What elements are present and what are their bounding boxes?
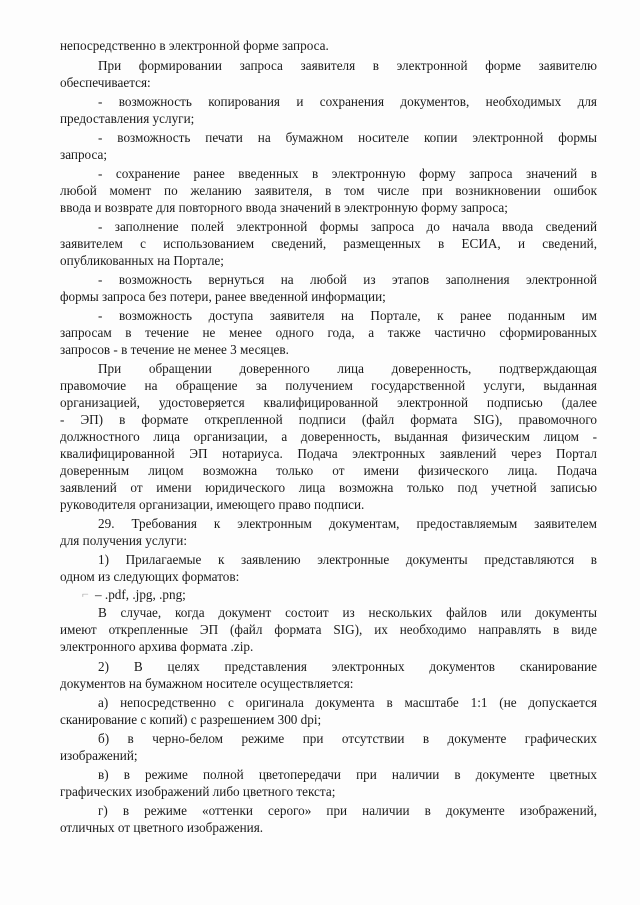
text-line: запроса; <box>60 147 107 162</box>
text-line: организацией, удостоверяется квалифицированной электронной подписью (далее <box>60 395 597 410</box>
text-line: изображений; <box>60 748 138 763</box>
text-line: – .pdf, .jpg, .png; <box>95 587 186 602</box>
text-line: одном из следующих форматов: <box>60 569 240 584</box>
text-line: - возможность печати на бумажном носителе копии электронной формы <box>98 130 597 145</box>
text-line: обеспечивается: <box>60 75 151 90</box>
text-line: непосредственно в электронной форме запроса. <box>60 38 329 53</box>
text-line: 1) Прилагаемые к заявлению электронные документы представляются в <box>98 552 597 567</box>
text-line: - ЭП) в формате открепленной подписи (файл формата SIG), правомочного <box>60 412 597 427</box>
text-line: электронного архива формата .zip. <box>60 639 254 654</box>
text-line: сканирование с копий) с разрешением 300 dpi; <box>60 712 322 727</box>
text-line: доверенным лицом возможна только от имени физического лица. Подача <box>60 463 597 478</box>
text-line: опубликованных на Портале; <box>60 253 224 268</box>
text-line: б) в черно-белом режиме при отсутствии в документе графических <box>98 731 597 746</box>
text-line: При обращении доверенного лица доверенность, подтверждающая <box>98 361 597 376</box>
text-line: в) в режиме полной цветопередачи при наличии в документе цветных <box>98 767 597 782</box>
text-line: для получения услуги: <box>60 533 188 548</box>
text-line: - возможность вернуться на любой из этапов заполнения электронной <box>98 272 597 287</box>
text-line: руководителя организации, имеющего право подписи. <box>60 497 365 512</box>
text-line: квалифицированной ЭП нотариуса. Подача электронных заявлений через Портал <box>60 446 597 461</box>
text-line: формы запроса без потери, ранее введенной информации; <box>60 289 386 304</box>
text-line: предоставления услуги; <box>60 111 195 126</box>
text-line: правомочие на обращение за получением государственной услуги, выданная <box>60 378 597 393</box>
text-line: ввода и возврате для повторного ввода значений в электронную форму запроса; <box>60 200 508 215</box>
text-line: должностного лица организации, а доверенность, выданная физическим лицом - <box>60 429 597 444</box>
text-line: - возможность копирования и сохранения документов, необходимых для <box>98 94 597 109</box>
text-line: имеют открепленные ЭП (файл формата SIG), их необходимо направлять в виде <box>60 622 597 637</box>
text-line: При формировании запроса заявителя в электронной форме заявителю <box>98 58 597 73</box>
text-line: В случае, когда документ состоит из нескольких файлов или документы <box>98 605 597 620</box>
text-line: - сохранение ранее введенных в электронную форму запроса значений в <box>98 166 597 181</box>
text-line: а) непосредственно с оригинала документа в масштабе 1:1 (не допускается <box>98 695 597 710</box>
scan-artifact-mark: ⌐ <box>82 587 89 601</box>
text-line: 29. Требования к электронным документам, предоставляемым заявителем <box>98 516 597 531</box>
text-line: графических изображений либо цветного текста; <box>60 784 336 799</box>
text-line: документов на бумажном носителе осуществляется: <box>60 676 354 691</box>
text-line: - возможность доступа заявителя на Портале, к ранее поданным им <box>98 308 597 323</box>
text-line: любой момент по желанию заявителя, в том числе при возникновении ошибок <box>60 183 597 198</box>
text-line: - заполнение полей электронной формы запроса до начала ввода сведений <box>98 219 597 234</box>
text-line: запросам в течение не менее одного года, а также частично сформированных <box>60 325 597 340</box>
text-line: заявителем с использованием сведений, размещенных в ЕСИА, и сведений, <box>60 236 597 251</box>
text-line: г) в режиме «оттенки серого» при наличии в документе изображений, <box>98 803 597 818</box>
text-line: 2) В целях представления электронных документов сканирование <box>98 659 597 674</box>
text-line: заявлений от имени юридического лица возможна только под учетной записью <box>60 480 597 495</box>
text-line: отличных от цветного изображения. <box>60 820 264 835</box>
text-line: запросов - в течение не менее 3 месяцев. <box>60 342 289 357</box>
